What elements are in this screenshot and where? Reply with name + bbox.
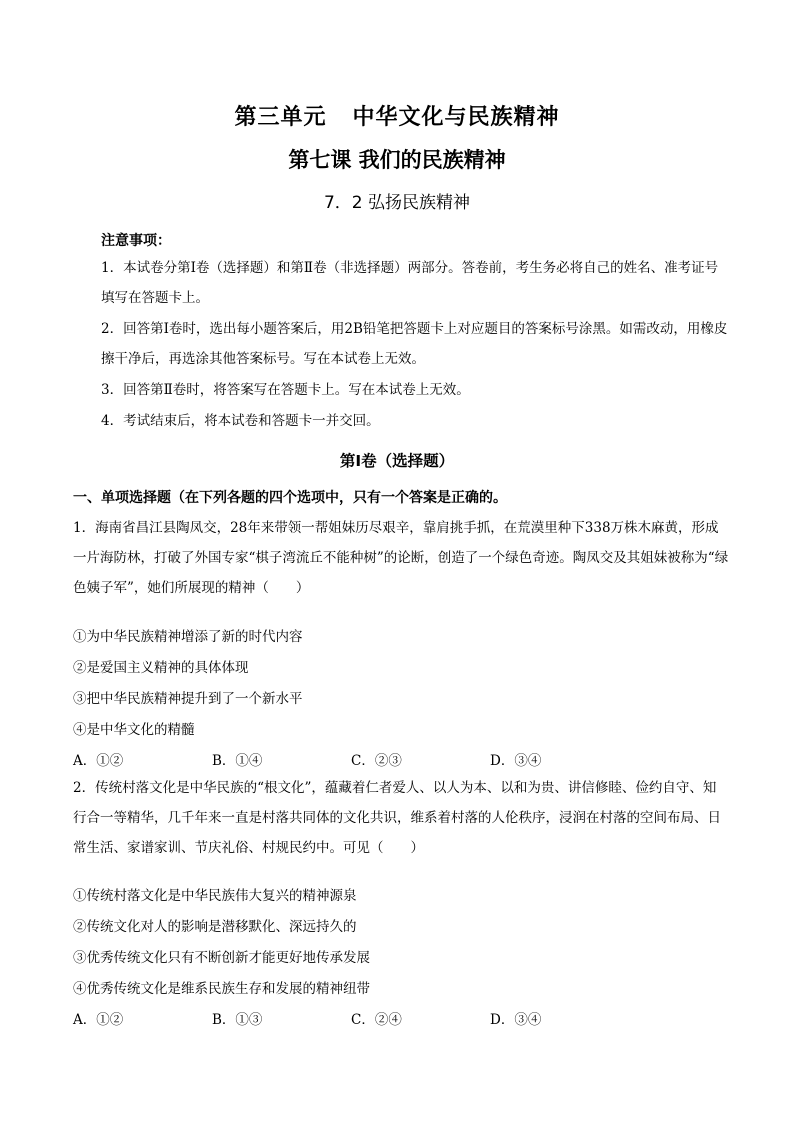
question-1-option-4: ④是中华文化的精髓 <box>73 722 195 738</box>
volume-title: 第Ⅰ卷（选择题） <box>339 452 455 470</box>
question-2-option-2: ②传统文化对人的影响是潜移默化、深远持久的 <box>73 919 357 935</box>
unit-label: 第三单元 <box>234 105 327 130</box>
unit-name: 中华文化与民族精神 <box>352 105 560 130</box>
part-title: 一、单项选择题（在下列各题的四个选项中，只有一个答案是正确的。 <box>73 490 507 506</box>
unit-title <box>0 100 794 131</box>
question-2-choices <box>73 1008 633 1028</box>
notes-heading: 注意事项： <box>101 233 171 249</box>
question-1-option-2: ②是爱国主义精神的具体体现 <box>73 660 249 676</box>
question-1-choices <box>73 749 633 769</box>
question-2-option-1: ①传统村落文化是中华民族伟大复兴的精神源泉 <box>73 888 357 904</box>
question-1-stem: 1．海南省昌江县陶凤交，28年来带领一帮姐妹历尽艰辛，靠肩挑手抓，在荒漠里种下338万株木麻黄，形成一片海防林，打破了外国专家“棋子湾流丘不能种树”的论断，创造了一个绿色奇迹。陶凤交及其姐妹被称为“绿色姨子军”，她们所展现的精神（ ） <box>73 520 729 596</box>
choice-b[interactable]: B．①③ <box>212 1012 263 1028</box>
choice-a[interactable]: A．①② <box>73 1012 124 1028</box>
note-1: 1．本试卷分第Ⅰ卷（选择题）和第Ⅱ卷（非选择题）两部分。答卷前，考生务必将自己的姓名、准考证号填写在答题卡上。 <box>101 260 719 306</box>
note-4: 4．考试结束后，将本试卷和答题卡一并交回。 <box>101 413 380 429</box>
choice-d[interactable]: D．③④ <box>490 753 542 769</box>
choice-c[interactable]: C．②③ <box>351 753 402 769</box>
question-1-option-1: ①为中华民族精神增添了新的时代内容 <box>73 629 303 645</box>
choice-a[interactable]: A．①② <box>73 753 124 769</box>
choice-b[interactable]: B．①④ <box>212 753 263 769</box>
note-2: 2．回答第Ⅰ卷时，选出每小题答案后，用2B铅笔把答题卡上对应题目的答案标号涂黑。如需改动，用橡皮擦干净后，再选涂其他答案标号。写在本试卷上无效。 <box>101 321 728 367</box>
question-1-option-3: ③把中华民族精神提升到了一个新水平 <box>73 691 303 707</box>
question-2-option-4: ④优秀传统文化是维系民族生存和发展的精神纽带 <box>73 981 370 997</box>
question-2-stem: 2．传统村落文化是中华民族的“根文化”，蕴藏着仁者爱人、以人为本、以和为贵、讲信修睦、俭约自守、知行合一等精华，几千年来一直是村落共同体的文化共识，维系着村落的人伦秩序，浸润在村落的空间布局、日常生活、家谱家训、节庆礼俗、村规民约中。可见（ ） <box>73 780 721 856</box>
question-2-option-3: ③优秀传统文化只有不断创新才能更好地传承发展 <box>73 950 370 966</box>
lesson-title: 第七课 我们的民族精神 <box>288 148 506 172</box>
choice-c[interactable]: C．②④ <box>351 1012 402 1028</box>
note-3: 3．回答第Ⅱ卷时，将答案写在答题卡上。写在本试卷上无效。 <box>101 382 470 398</box>
choice-d[interactable]: D．③④ <box>490 1012 542 1028</box>
section-title: 7．2 弘扬民族精神 <box>323 193 471 213</box>
